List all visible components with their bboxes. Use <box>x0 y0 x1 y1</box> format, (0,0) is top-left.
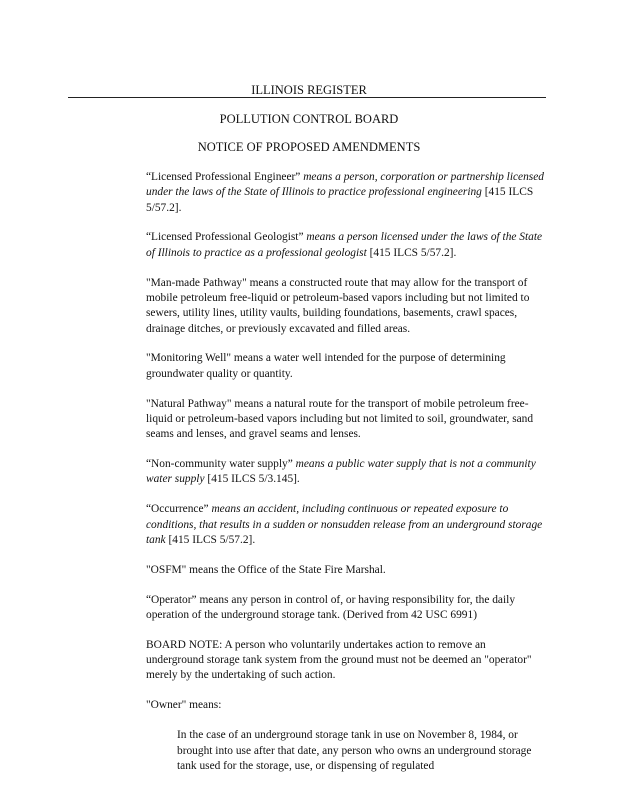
definition-licensed-professional-engineer <box>146 170 546 216</box>
definition-operator <box>146 593 546 624</box>
statutory-text: means an accident, including continuous or repeated exposure to conditions, that results in a sudden or nonsudden release from an underground storage tank <box>146 503 543 546</box>
citation: [415 ILCS 5/57.2]. <box>165 533 256 546</box>
term: "Natural Pathway" <box>146 397 232 410</box>
register-title <box>0 83 618 98</box>
definition-natural-pathway <box>146 397 546 443</box>
definition-text: means a natural route for the transport of mobile petroleum free-liquid or petroleum-based vapors including but not limited to soil, groundwater, sand seams and lenses, and gravel seams and lenses. <box>146 397 534 441</box>
statutory-text: means a person, corporation or partnership licensed under the laws of the State of Illinois to practice professional engineering <box>146 171 544 199</box>
term: “Non-community water supply” <box>146 458 293 471</box>
definition-man-made-pathway <box>146 276 546 337</box>
citation: [415 ILCS 5/57.2]. <box>366 246 457 259</box>
document-body <box>146 170 546 789</box>
term: “Operator” <box>146 593 197 606</box>
statutory-text: means a person licensed under the laws of the State of Illinois to practice as a professional geologist <box>146 231 543 259</box>
term: "OSFM" <box>146 563 187 576</box>
term: "Monitoring Well" <box>146 352 232 365</box>
definition-licensed-professional-geologist <box>146 230 546 261</box>
definition-text: means a water well intended for the purpose of determining groundwater quality or quantity. <box>146 352 506 380</box>
citation: [415 ILCS 5/57.2]. <box>146 186 534 214</box>
register-title-text: ILLINOIS REGISTER <box>247 83 371 97</box>
definition-owner: "Owner" means: <box>146 699 222 712</box>
definition-monitoring-well <box>146 351 546 382</box>
definition-non-community-water-supply <box>146 457 546 488</box>
definition-occurrence <box>146 502 546 548</box>
term: “Licensed Professional Geologist” <box>146 231 304 244</box>
definition-osfm <box>146 563 546 578</box>
definition-text: means any person in control of, or having responsibility for, the daily operation of the underground storage tank. (Derived from 42 USC 6991) <box>146 593 516 621</box>
term: "Man-made Pathway" <box>146 276 247 289</box>
definition-text: means the Office of the State Fire Marshal. <box>186 563 386 576</box>
statutory-text: means a public water supply that is not a community water supply <box>146 458 536 486</box>
board-note: BOARD NOTE: A person who voluntarily undertakes action to remove an underground storage tank system from the ground must not be deemed an "operator" merely by the undertaking of such action. <box>146 638 532 682</box>
owner-subsection: In the case of an underground storage tank in use on November 8, 1984, or brought into use after that date, any person who owns an underground storage tank used for the storage, use, or dispensing of regulated <box>177 729 532 772</box>
term: “Licensed Professional Engineer” <box>146 171 301 183</box>
notice-title: NOTICE OF PROPOSED AMENDMENTS <box>197 140 421 154</box>
citation: [415 ILCS 5/3.145]. <box>204 473 300 486</box>
definition-text: means a constructed route that may allow for the transport of mobile petroleum free-liquid or petroleum-based vapors including but not limited to sewers, utility lines, utility vaults, building foundations, basements, crawl spaces, drainage ditches, or previously excavated and filled areas. <box>146 276 530 335</box>
term: “Occurrence” <box>146 503 209 516</box>
board-name: POLLUTION CONTROL BOARD <box>219 112 399 126</box>
